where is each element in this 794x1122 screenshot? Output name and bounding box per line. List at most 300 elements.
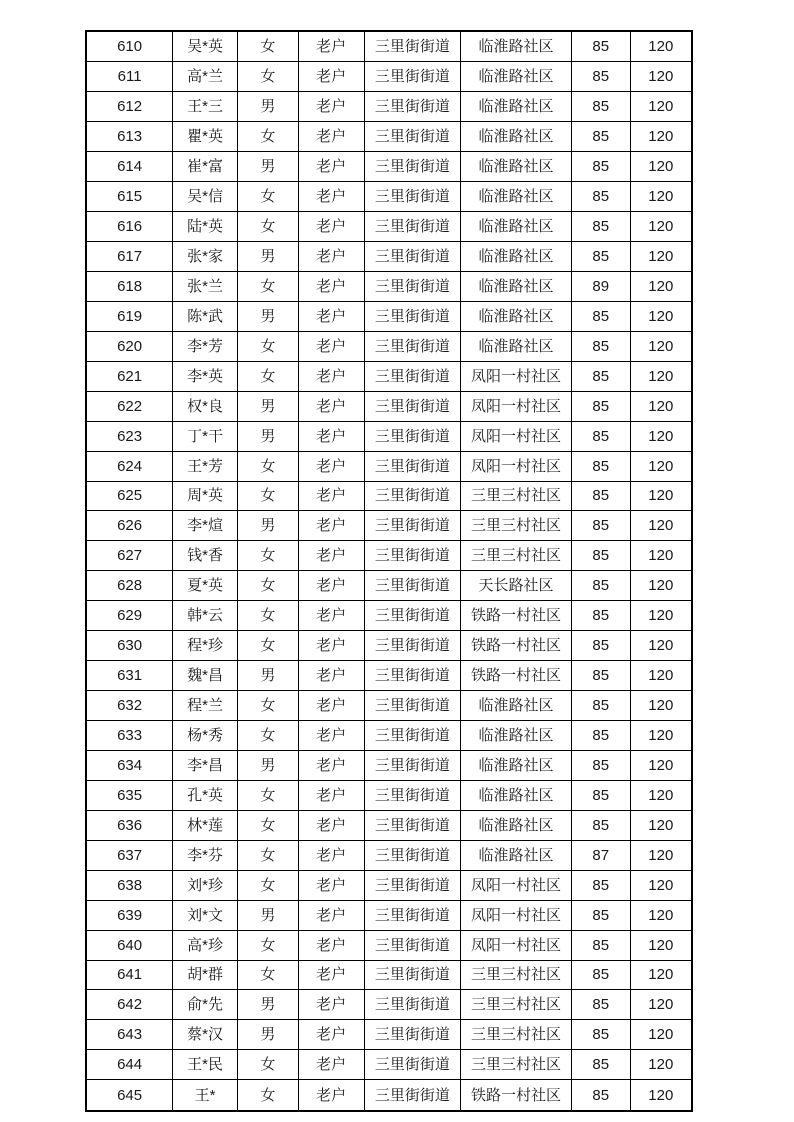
cell-amount-1: 85 [571, 631, 630, 661]
table-row [86, 1080, 692, 1111]
cell-amount-1: 85 [571, 900, 630, 930]
cell-household-type: 老户 [298, 152, 364, 182]
cell-amount-2: 120 [630, 840, 692, 870]
cell-community: 临淮路社区 [461, 721, 572, 751]
cell-community: 铁路一村社区 [461, 661, 572, 691]
cell-gender: 男 [237, 661, 298, 691]
cell-gender: 女 [237, 721, 298, 751]
table-row [86, 242, 692, 272]
cell-household-type: 老户 [298, 541, 364, 571]
cell-gender: 女 [237, 1050, 298, 1080]
cell-serial-number: 614 [86, 152, 173, 182]
cell-household-type: 老户 [298, 481, 364, 511]
cell-street: 三里街街道 [364, 271, 461, 301]
cell-masked-name: 周*英 [173, 481, 238, 511]
cell-community: 铁路一村社区 [461, 1080, 572, 1111]
cell-masked-name: 韩*云 [173, 601, 238, 631]
table-row [86, 870, 692, 900]
cell-masked-name: 孔*英 [173, 780, 238, 810]
cell-amount-1: 85 [571, 511, 630, 541]
cell-household-type: 老户 [298, 391, 364, 421]
cell-gender: 女 [237, 810, 298, 840]
table-row [86, 661, 692, 691]
cell-masked-name: 权*良 [173, 391, 238, 421]
cell-gender: 女 [237, 451, 298, 481]
cell-street: 三里街街道 [364, 750, 461, 780]
cell-gender: 女 [237, 601, 298, 631]
cell-amount-1: 85 [571, 930, 630, 960]
cell-serial-number: 630 [86, 631, 173, 661]
cell-serial-number: 613 [86, 122, 173, 152]
cell-gender: 男 [237, 990, 298, 1020]
cell-household-type: 老户 [298, 960, 364, 990]
cell-community: 凤阳一村社区 [461, 900, 572, 930]
cell-street: 三里街街道 [364, 122, 461, 152]
table-row [86, 152, 692, 182]
cell-gender: 男 [237, 900, 298, 930]
cell-gender: 男 [237, 152, 298, 182]
cell-serial-number: 639 [86, 900, 173, 930]
cell-masked-name: 王*芳 [173, 451, 238, 481]
cell-amount-2: 120 [630, 301, 692, 331]
cell-gender: 男 [237, 750, 298, 780]
table-row [86, 301, 692, 331]
cell-gender: 女 [237, 541, 298, 571]
cell-household-type: 老户 [298, 301, 364, 331]
cell-gender: 男 [237, 301, 298, 331]
cell-street: 三里街街道 [364, 990, 461, 1020]
cell-community: 临淮路社区 [461, 840, 572, 870]
cell-gender: 女 [237, 271, 298, 301]
cell-amount-1: 85 [571, 361, 630, 391]
cell-masked-name: 瞿*英 [173, 122, 238, 152]
cell-gender: 女 [237, 631, 298, 661]
cell-community: 三里三村社区 [461, 541, 572, 571]
cell-amount-2: 120 [630, 122, 692, 152]
table-row [86, 780, 692, 810]
cell-household-type: 老户 [298, 421, 364, 451]
cell-serial-number: 623 [86, 421, 173, 451]
cell-community: 凤阳一村社区 [461, 451, 572, 481]
cell-amount-1: 85 [571, 331, 630, 361]
cell-serial-number: 640 [86, 930, 173, 960]
cell-serial-number: 632 [86, 691, 173, 721]
cell-serial-number: 633 [86, 721, 173, 751]
cell-household-type: 老户 [298, 870, 364, 900]
cell-household-type: 老户 [298, 271, 364, 301]
cell-gender: 女 [237, 840, 298, 870]
cell-street: 三里街街道 [364, 361, 461, 391]
table-row [86, 750, 692, 780]
cell-amount-1: 85 [571, 92, 630, 122]
cell-gender: 女 [237, 122, 298, 152]
cell-household-type: 老户 [298, 571, 364, 601]
table-row [86, 990, 692, 1020]
cell-gender: 女 [237, 331, 298, 361]
cell-serial-number: 628 [86, 571, 173, 601]
table-row [86, 421, 692, 451]
cell-street: 三里街街道 [364, 900, 461, 930]
cell-street: 三里街街道 [364, 451, 461, 481]
cell-community: 临淮路社区 [461, 182, 572, 212]
cell-community: 凤阳一村社区 [461, 361, 572, 391]
cell-amount-2: 120 [630, 451, 692, 481]
cell-amount-2: 120 [630, 661, 692, 691]
cell-gender: 女 [237, 691, 298, 721]
cell-amount-1: 89 [571, 271, 630, 301]
cell-street: 三里街街道 [364, 31, 461, 62]
cell-amount-2: 120 [630, 511, 692, 541]
cell-masked-name: 高*珍 [173, 930, 238, 960]
table-row [86, 122, 692, 152]
cell-masked-name: 杨*秀 [173, 721, 238, 751]
table-row [86, 541, 692, 571]
cell-street: 三里街街道 [364, 571, 461, 601]
cell-amount-2: 120 [630, 31, 692, 62]
cell-amount-1: 85 [571, 481, 630, 511]
table-row [86, 721, 692, 751]
cell-community: 临淮路社区 [461, 750, 572, 780]
cell-amount-2: 120 [630, 990, 692, 1020]
cell-amount-2: 120 [630, 1020, 692, 1050]
cell-serial-number: 621 [86, 361, 173, 391]
table-row [86, 601, 692, 631]
cell-amount-1: 85 [571, 810, 630, 840]
cell-amount-2: 120 [630, 1050, 692, 1080]
cell-amount-2: 120 [630, 571, 692, 601]
cell-street: 三里街街道 [364, 481, 461, 511]
cell-amount-2: 120 [630, 691, 692, 721]
cell-amount-1: 85 [571, 242, 630, 272]
cell-street: 三里街街道 [364, 182, 461, 212]
cell-amount-1: 85 [571, 62, 630, 92]
table-row [86, 92, 692, 122]
cell-amount-2: 120 [630, 870, 692, 900]
cell-community: 凤阳一村社区 [461, 391, 572, 421]
cell-masked-name: 魏*昌 [173, 661, 238, 691]
cell-masked-name: 夏*英 [173, 571, 238, 601]
cell-community: 三里三村社区 [461, 1050, 572, 1080]
cell-masked-name: 王*民 [173, 1050, 238, 1080]
cell-street: 三里街街道 [364, 212, 461, 242]
table-row [86, 900, 692, 930]
cell-masked-name: 李*英 [173, 361, 238, 391]
cell-masked-name: 刘*珍 [173, 870, 238, 900]
table-row [86, 511, 692, 541]
table-row [86, 31, 692, 62]
cell-household-type: 老户 [298, 721, 364, 751]
cell-amount-2: 120 [630, 242, 692, 272]
cell-amount-2: 120 [630, 541, 692, 571]
cell-serial-number: 618 [86, 271, 173, 301]
table-row [86, 391, 692, 421]
table-row [86, 930, 692, 960]
cell-community: 临淮路社区 [461, 691, 572, 721]
cell-street: 三里街街道 [364, 331, 461, 361]
cell-masked-name: 程*兰 [173, 691, 238, 721]
roster-table-body [86, 31, 692, 1111]
cell-household-type: 老户 [298, 92, 364, 122]
cell-amount-1: 85 [571, 152, 630, 182]
cell-amount-1: 85 [571, 391, 630, 421]
cell-amount-2: 120 [630, 721, 692, 751]
cell-amount-2: 120 [630, 62, 692, 92]
cell-gender: 女 [237, 960, 298, 990]
cell-community: 临淮路社区 [461, 271, 572, 301]
cell-amount-2: 120 [630, 960, 692, 990]
cell-street: 三里街街道 [364, 601, 461, 631]
cell-amount-1: 85 [571, 721, 630, 751]
cell-amount-1: 85 [571, 212, 630, 242]
cell-community: 临淮路社区 [461, 122, 572, 152]
cell-amount-2: 120 [630, 810, 692, 840]
roster-table [85, 30, 693, 1112]
cell-gender: 女 [237, 481, 298, 511]
cell-community: 三里三村社区 [461, 990, 572, 1020]
cell-community: 临淮路社区 [461, 331, 572, 361]
cell-street: 三里街街道 [364, 780, 461, 810]
cell-serial-number: 615 [86, 182, 173, 212]
cell-gender: 女 [237, 182, 298, 212]
cell-household-type: 老户 [298, 990, 364, 1020]
cell-gender: 男 [237, 391, 298, 421]
cell-serial-number: 638 [86, 870, 173, 900]
cell-gender: 男 [237, 421, 298, 451]
cell-street: 三里街街道 [364, 840, 461, 870]
cell-masked-name: 吴*信 [173, 182, 238, 212]
cell-gender: 女 [237, 780, 298, 810]
cell-serial-number: 610 [86, 31, 173, 62]
cell-masked-name: 陈*武 [173, 301, 238, 331]
cell-community: 三里三村社区 [461, 511, 572, 541]
cell-masked-name: 王*三 [173, 92, 238, 122]
cell-amount-1: 85 [571, 601, 630, 631]
cell-amount-1: 85 [571, 182, 630, 212]
cell-amount-1: 85 [571, 31, 630, 62]
cell-street: 三里街街道 [364, 960, 461, 990]
cell-amount-2: 120 [630, 182, 692, 212]
cell-community: 凤阳一村社区 [461, 870, 572, 900]
cell-community: 临淮路社区 [461, 62, 572, 92]
cell-serial-number: 636 [86, 810, 173, 840]
cell-community: 临淮路社区 [461, 31, 572, 62]
cell-community: 临淮路社区 [461, 301, 572, 331]
table-row [86, 212, 692, 242]
cell-community: 凤阳一村社区 [461, 930, 572, 960]
cell-amount-1: 85 [571, 780, 630, 810]
cell-community: 铁路一村社区 [461, 601, 572, 631]
cell-street: 三里街街道 [364, 631, 461, 661]
cell-masked-name: 李*芬 [173, 840, 238, 870]
cell-serial-number: 645 [86, 1080, 173, 1111]
cell-serial-number: 612 [86, 92, 173, 122]
cell-amount-1: 85 [571, 1050, 630, 1080]
cell-amount-2: 120 [630, 212, 692, 242]
cell-serial-number: 635 [86, 780, 173, 810]
cell-serial-number: 637 [86, 840, 173, 870]
cell-street: 三里街街道 [364, 721, 461, 751]
cell-community: 临淮路社区 [461, 242, 572, 272]
cell-household-type: 老户 [298, 840, 364, 870]
cell-household-type: 老户 [298, 331, 364, 361]
cell-masked-name: 丁*干 [173, 421, 238, 451]
cell-household-type: 老户 [298, 1020, 364, 1050]
cell-household-type: 老户 [298, 242, 364, 272]
cell-gender: 男 [237, 92, 298, 122]
cell-street: 三里街街道 [364, 511, 461, 541]
cell-household-type: 老户 [298, 1050, 364, 1080]
cell-serial-number: 625 [86, 481, 173, 511]
cell-serial-number: 620 [86, 331, 173, 361]
table-row [86, 1050, 692, 1080]
cell-gender: 女 [237, 930, 298, 960]
cell-amount-1: 85 [571, 301, 630, 331]
cell-masked-name: 李*芳 [173, 331, 238, 361]
cell-household-type: 老户 [298, 182, 364, 212]
cell-household-type: 老户 [298, 900, 364, 930]
cell-gender: 男 [237, 511, 298, 541]
cell-amount-1: 85 [571, 990, 630, 1020]
cell-gender: 女 [237, 571, 298, 601]
cell-amount-2: 120 [630, 92, 692, 122]
cell-community: 三里三村社区 [461, 481, 572, 511]
cell-gender: 女 [237, 62, 298, 92]
cell-street: 三里街街道 [364, 661, 461, 691]
cell-amount-2: 120 [630, 271, 692, 301]
table-row [86, 810, 692, 840]
table-row [86, 331, 692, 361]
cell-household-type: 老户 [298, 511, 364, 541]
cell-masked-name: 钱*香 [173, 541, 238, 571]
cell-serial-number: 631 [86, 661, 173, 691]
cell-masked-name: 王* [173, 1080, 238, 1111]
cell-masked-name: 程*珍 [173, 631, 238, 661]
cell-community: 三里三村社区 [461, 960, 572, 990]
cell-household-type: 老户 [298, 212, 364, 242]
cell-serial-number: 611 [86, 62, 173, 92]
cell-street: 三里街街道 [364, 930, 461, 960]
cell-household-type: 老户 [298, 601, 364, 631]
cell-household-type: 老户 [298, 1080, 364, 1111]
cell-amount-1: 85 [571, 1080, 630, 1111]
cell-street: 三里街街道 [364, 1050, 461, 1080]
cell-amount-2: 120 [630, 331, 692, 361]
cell-community: 凤阳一村社区 [461, 421, 572, 451]
cell-street: 三里街街道 [364, 691, 461, 721]
cell-community: 临淮路社区 [461, 810, 572, 840]
cell-gender: 女 [237, 1080, 298, 1111]
cell-serial-number: 617 [86, 242, 173, 272]
cell-gender: 男 [237, 1020, 298, 1050]
cell-street: 三里街街道 [364, 391, 461, 421]
cell-serial-number: 627 [86, 541, 173, 571]
cell-masked-name: 高*兰 [173, 62, 238, 92]
cell-amount-1: 87 [571, 840, 630, 870]
cell-masked-name: 俞*先 [173, 990, 238, 1020]
cell-masked-name: 吴*英 [173, 31, 238, 62]
cell-street: 三里街街道 [364, 152, 461, 182]
cell-amount-2: 120 [630, 421, 692, 451]
cell-masked-name: 蔡*汉 [173, 1020, 238, 1050]
cell-household-type: 老户 [298, 451, 364, 481]
cell-serial-number: 624 [86, 451, 173, 481]
cell-community: 临淮路社区 [461, 780, 572, 810]
cell-household-type: 老户 [298, 361, 364, 391]
cell-gender: 女 [237, 361, 298, 391]
cell-serial-number: 622 [86, 391, 173, 421]
cell-amount-1: 85 [571, 661, 630, 691]
table-row [86, 361, 692, 391]
cell-amount-1: 85 [571, 122, 630, 152]
cell-community: 临淮路社区 [461, 92, 572, 122]
cell-amount-2: 120 [630, 361, 692, 391]
cell-masked-name: 刘*文 [173, 900, 238, 930]
cell-street: 三里街街道 [364, 870, 461, 900]
cell-household-type: 老户 [298, 62, 364, 92]
table-row [86, 840, 692, 870]
cell-serial-number: 634 [86, 750, 173, 780]
cell-street: 三里街街道 [364, 1080, 461, 1111]
table-row [86, 182, 692, 212]
cell-street: 三里街街道 [364, 92, 461, 122]
cell-serial-number: 641 [86, 960, 173, 990]
cell-gender: 女 [237, 31, 298, 62]
table-row [86, 1020, 692, 1050]
cell-street: 三里街街道 [364, 541, 461, 571]
cell-amount-2: 120 [630, 750, 692, 780]
cell-serial-number: 616 [86, 212, 173, 242]
cell-gender: 女 [237, 212, 298, 242]
cell-amount-1: 85 [571, 750, 630, 780]
cell-masked-name: 张*兰 [173, 271, 238, 301]
cell-amount-2: 120 [630, 930, 692, 960]
cell-masked-name: 陆*英 [173, 212, 238, 242]
cell-masked-name: 崔*富 [173, 152, 238, 182]
cell-serial-number: 626 [86, 511, 173, 541]
table-row [86, 271, 692, 301]
cell-amount-2: 120 [630, 631, 692, 661]
cell-amount-1: 85 [571, 1020, 630, 1050]
cell-street: 三里街街道 [364, 301, 461, 331]
table-row [86, 451, 692, 481]
cell-household-type: 老户 [298, 661, 364, 691]
cell-community: 铁路一村社区 [461, 631, 572, 661]
table-row [86, 481, 692, 511]
table-row [86, 960, 692, 990]
cell-household-type: 老户 [298, 780, 364, 810]
cell-gender: 女 [237, 870, 298, 900]
cell-street: 三里街街道 [364, 421, 461, 451]
cell-household-type: 老户 [298, 631, 364, 661]
cell-amount-1: 85 [571, 541, 630, 571]
cell-masked-name: 胡*群 [173, 960, 238, 990]
cell-amount-2: 120 [630, 391, 692, 421]
cell-masked-name: 李*煊 [173, 511, 238, 541]
cell-masked-name: 林*莲 [173, 810, 238, 840]
cell-amount-1: 85 [571, 451, 630, 481]
cell-serial-number: 629 [86, 601, 173, 631]
cell-household-type: 老户 [298, 122, 364, 152]
cell-amount-2: 120 [630, 900, 692, 930]
cell-amount-1: 85 [571, 960, 630, 990]
cell-household-type: 老户 [298, 750, 364, 780]
cell-community: 天长路社区 [461, 571, 572, 601]
cell-amount-2: 120 [630, 481, 692, 511]
table-row [86, 571, 692, 601]
cell-amount-1: 85 [571, 421, 630, 451]
cell-serial-number: 643 [86, 1020, 173, 1050]
cell-gender: 男 [237, 242, 298, 272]
